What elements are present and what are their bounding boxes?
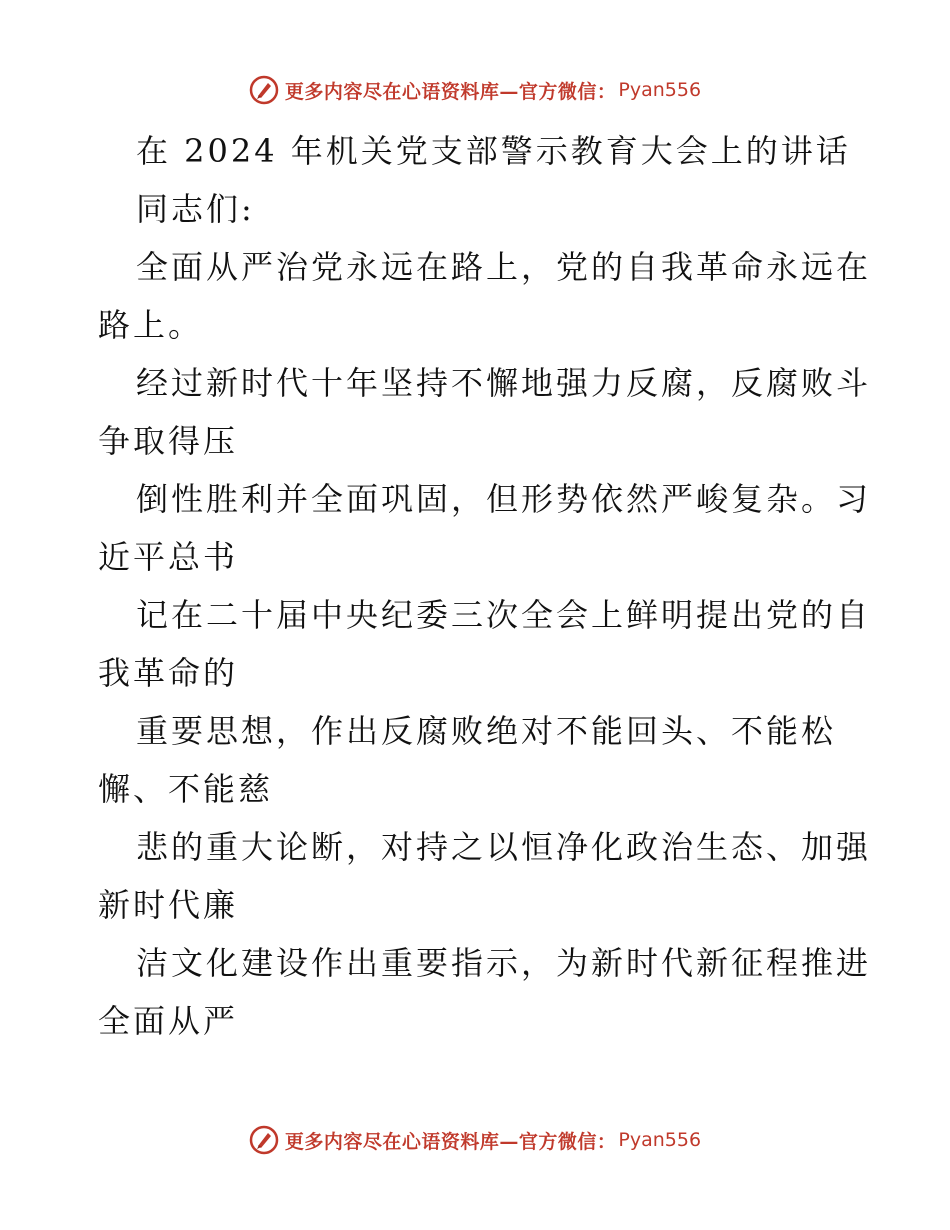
paragraph-line: 重要思想，作出反腐败绝对不能回头、不能松 (136, 712, 837, 750)
pen-logo-icon (249, 1125, 279, 1155)
footer-banner-text: 更多内容尽在心语资料库—官方微信： (284, 1130, 617, 1153)
header-wechat-id: Pyan556 (618, 79, 702, 101)
salutation: 同志们: (136, 190, 255, 228)
paragraph-line: 倒性胜利并全面巩固，但形势依然严峻复杂。习 (136, 480, 872, 518)
pen-logo-icon (249, 75, 279, 105)
paragraph-line: 全面从严治党永远在路上，党的自我革命永远在 (136, 248, 872, 286)
paragraph-line: 路上。 (98, 306, 204, 344)
paragraph-line: 全面从严 (98, 1002, 239, 1040)
document-title: 在 2024 年机关党支部警示教育大会上的讲话 (136, 132, 851, 170)
paragraph-line: 悲的重大论断，对持之以恒净化政治生态、加强 (136, 828, 872, 866)
footer-wechat-id: Pyan556 (618, 1129, 702, 1151)
paragraph-line: 近平总书 (98, 538, 239, 576)
paragraph-line: 争取得压 (98, 422, 239, 460)
document-body (98, 122, 872, 1050)
footer-banner (0, 1120, 950, 1160)
paragraph-line: 洁文化建设作出重要指示，为新时代新征程推进 (136, 944, 872, 982)
paragraph-line: 懈、不能慈 (98, 770, 274, 808)
paragraph-line: 经过新时代十年坚持不懈地强力反腐，反腐败斗 (136, 364, 872, 402)
header-banner (0, 70, 950, 110)
paragraph-line: 记在二十届中央纪委三次全会上鲜明提出党的自 (136, 596, 872, 634)
paragraph-line: 我革命的 (98, 654, 239, 692)
header-banner-text: 更多内容尽在心语资料库—官方微信： (284, 80, 617, 103)
paragraph-line: 新时代廉 (98, 886, 239, 924)
